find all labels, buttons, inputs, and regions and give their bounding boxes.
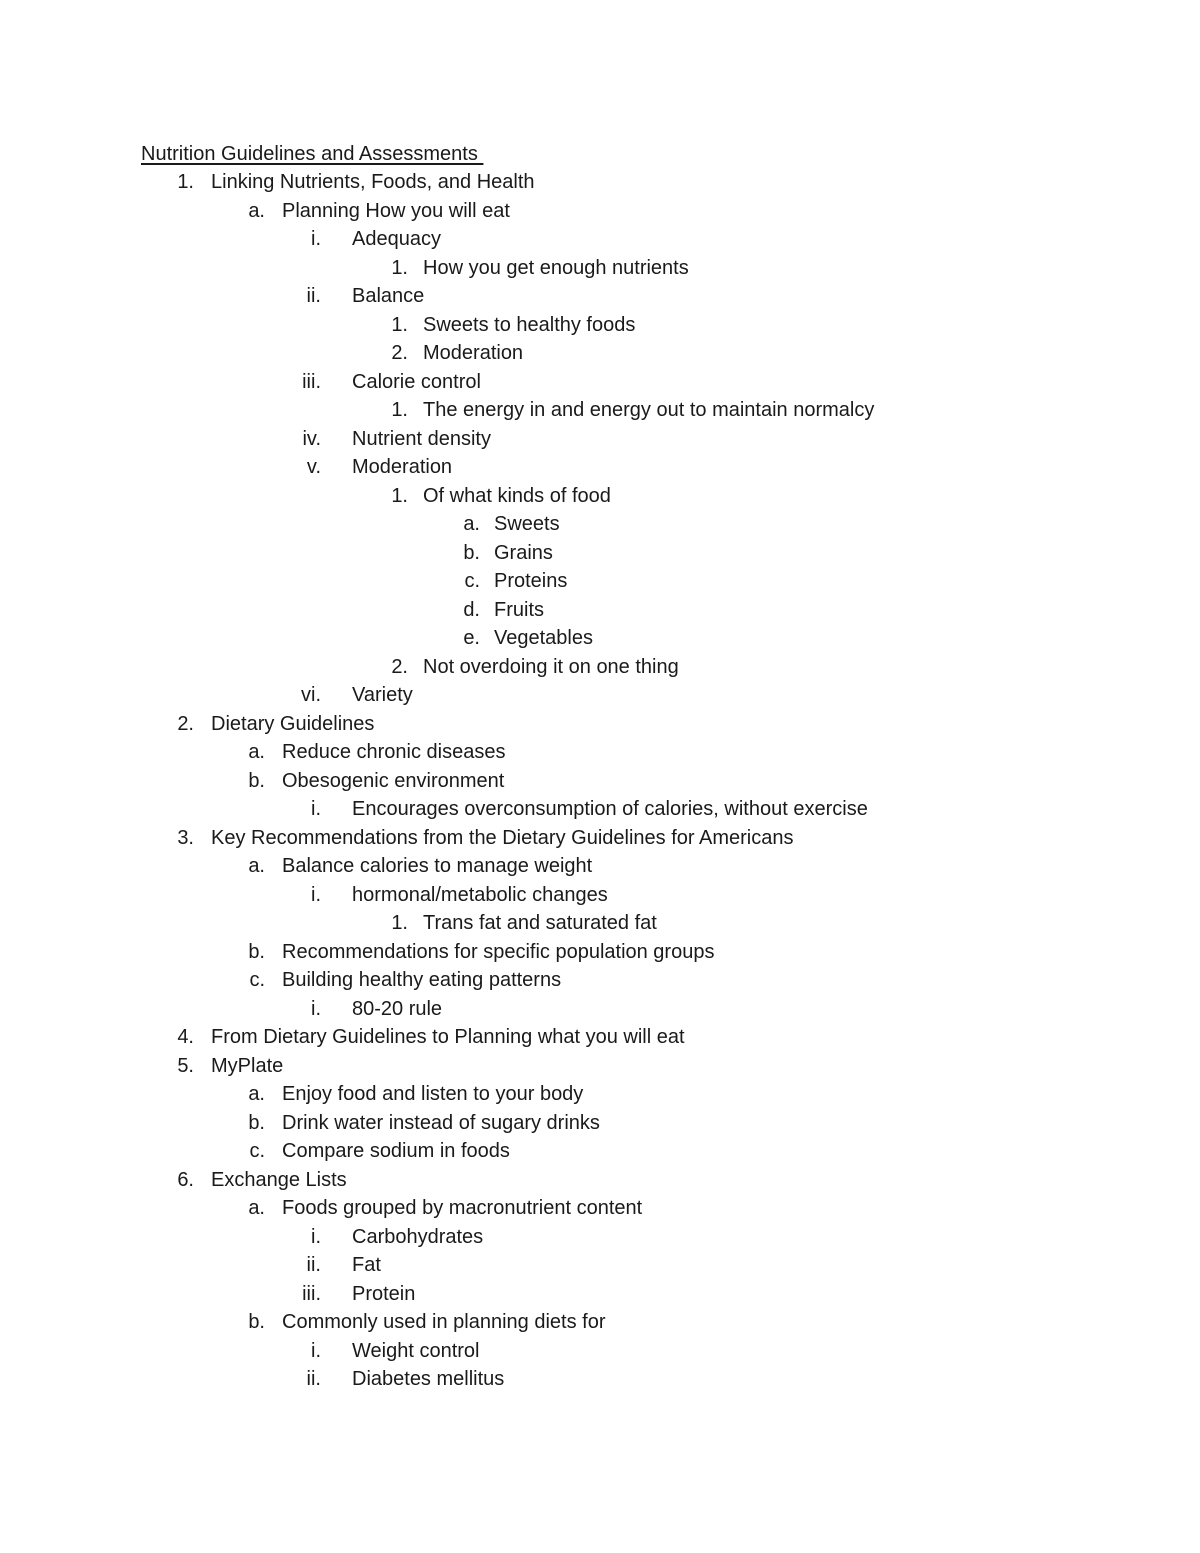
outline-item-marker: i.	[311, 1339, 321, 1362]
outline-item-text: Adequacy	[352, 228, 441, 250]
outline-item-marker: b.	[248, 769, 265, 792]
outline-item-text: Balance calories to manage weight	[282, 855, 593, 877]
outline-item	[0, 681, 1200, 710]
outline-item-text: Drink water instead of sugary drinks	[282, 1111, 600, 1134]
outline-item-marker: 1.	[177, 171, 194, 193]
outline-item-marker: i.	[311, 997, 321, 1020]
outline-item	[0, 482, 1200, 511]
outline-item	[0, 1023, 1200, 1052]
outline-item	[0, 909, 1200, 938]
outline-item-text: hormonal/metabolic changes	[352, 883, 608, 906]
outline-item-text: Moderation	[423, 342, 524, 364]
outline-item-text: Calorie control	[352, 370, 481, 393]
outline-item-marker: 1.	[391, 313, 408, 336]
outline-item-marker: b.	[463, 541, 480, 564]
outline-item	[0, 282, 1200, 311]
outline-item-text: Key Recommendations from the Dietary Guidelines for Americans	[211, 826, 794, 849]
outline-item	[0, 938, 1200, 967]
outline-item-marker: iv.	[302, 427, 321, 450]
outline-item-marker: i.	[311, 883, 321, 906]
outline-item	[0, 1251, 1200, 1280]
outline-item-marker: 1.	[391, 484, 408, 507]
outline-item	[0, 539, 1200, 568]
outline-item-text: Building healthy eating patterns	[282, 969, 562, 991]
outline-item	[0, 1337, 1200, 1366]
outline-item-text: Vegetables	[494, 627, 593, 649]
outline-item-text: Fruits	[494, 598, 544, 621]
outline-item	[0, 852, 1200, 881]
outline-item	[0, 197, 1200, 226]
outline-item	[0, 225, 1200, 254]
outline-item-marker: c.	[249, 969, 265, 991]
outline-item-text: Exchange Lists	[211, 1168, 347, 1191]
outline-item-marker: i.	[311, 798, 321, 820]
outline-item-marker: iii.	[302, 1282, 321, 1305]
outline-item-text: Not overdoing it on one thing	[423, 655, 679, 678]
outline-item	[0, 995, 1200, 1024]
outline-item-text: Grains	[494, 541, 553, 564]
outline-item-marker: ii.	[306, 1254, 321, 1276]
outline-item-text: Moderation	[352, 456, 453, 478]
outline-item	[0, 567, 1200, 596]
outline-item	[0, 396, 1200, 425]
outline-item	[0, 1080, 1200, 1109]
outline-item	[0, 368, 1200, 397]
outline-item-marker: i.	[311, 1225, 321, 1248]
outline-item-marker: d.	[463, 598, 480, 621]
outline-item-text: 80-20 rule	[352, 997, 443, 1020]
outline-item-marker: 5.	[177, 1054, 194, 1077]
outline-item-marker: 2.	[391, 342, 408, 364]
outline-item-text: Weight control	[352, 1339, 480, 1362]
outline-item	[0, 624, 1200, 653]
outline-item	[0, 966, 1200, 995]
outline-item-marker: a.	[248, 855, 265, 877]
outline-item-marker: ii.	[306, 285, 321, 307]
outline-item	[0, 510, 1200, 539]
outline-item-text: Of what kinds of food	[423, 484, 611, 507]
outline-item	[0, 1109, 1200, 1138]
outline-item-text: Fat	[352, 1254, 381, 1276]
outline-item-text: Trans fat and saturated fat	[423, 912, 657, 934]
outline-item-marker: iii.	[302, 370, 321, 393]
outline-item-text: Linking Nutrients, Foods, and Health	[211, 171, 535, 193]
outline-item-marker: vi.	[301, 684, 321, 706]
outline-item-marker: v.	[306, 456, 321, 478]
outline-item	[0, 824, 1200, 853]
document-title: Nutrition Guidelines and Assessments	[141, 143, 484, 165]
outline-item-marker: i.	[311, 228, 321, 250]
outline-item-marker: 1.	[391, 399, 408, 421]
outline-item	[0, 1052, 1200, 1081]
outline-item-marker: a.	[248, 199, 265, 222]
outline-item-text: MyPlate	[211, 1054, 284, 1077]
outline-item-text: Balance	[352, 285, 425, 307]
outline-item	[0, 1137, 1200, 1166]
outline-item-text: Commonly used in planning diets for	[282, 1311, 606, 1333]
outline-item-text: Sweets to healthy foods	[423, 313, 636, 336]
outline-item-marker: c.	[464, 570, 480, 592]
outline-item-marker: b.	[248, 1111, 265, 1134]
outline-item	[0, 1280, 1200, 1309]
outline-item-text: Variety	[352, 684, 413, 706]
outline-item-marker: a.	[248, 1083, 265, 1105]
outline-item	[0, 254, 1200, 283]
outline-item-marker: a.	[248, 1197, 265, 1219]
outline-item-text: Recommendations for specific population groups	[282, 940, 715, 963]
outline-item-marker: 1.	[391, 256, 408, 279]
outline-item-text: Planning How you will eat	[282, 199, 510, 222]
outline-item	[0, 1308, 1200, 1337]
outline-item	[0, 453, 1200, 482]
outline-item-marker: b.	[248, 1311, 265, 1333]
outline-item-marker: ii.	[306, 1368, 321, 1390]
outline-item-text: Sweets	[494, 513, 560, 535]
outline-item-text: Diabetes mellitus	[352, 1368, 505, 1390]
outline-item-text: Obesogenic environment	[282, 769, 505, 792]
outline-item-text: Compare sodium in foods	[282, 1140, 510, 1162]
outline-item	[0, 653, 1200, 682]
outline-item	[0, 710, 1200, 739]
outline-item-text: Dietary Guidelines	[211, 712, 375, 735]
outline-item	[0, 767, 1200, 796]
outline-item-text: Protein	[352, 1282, 416, 1305]
outline-item	[0, 738, 1200, 767]
outline-item-marker: 3.	[177, 826, 194, 849]
outline-item-text: Carbohydrates	[352, 1225, 484, 1248]
outline-item	[0, 795, 1200, 824]
outline-item	[0, 1194, 1200, 1223]
outline-item	[0, 596, 1200, 625]
outline-item	[0, 1166, 1200, 1195]
outline-item-text: The energy in and energy out to maintain normalcy	[423, 399, 875, 421]
outline-item	[0, 311, 1200, 340]
outline-item-marker: e.	[463, 627, 480, 649]
outline-item-marker: 4.	[177, 1026, 194, 1048]
outline-item-text: Encourages overconsumption of calories, without exercise	[352, 798, 868, 820]
outline-item	[0, 168, 1200, 197]
outline-list	[0, 168, 1200, 1394]
outline-item-text: How you get enough nutrients	[423, 256, 689, 279]
outline-item	[0, 425, 1200, 454]
outline-item-text: Reduce chronic diseases	[282, 741, 506, 763]
outline-item-marker: a.	[463, 513, 480, 535]
outline-item	[0, 1365, 1200, 1394]
outline-item-marker: a.	[248, 741, 265, 763]
outline-item-text: Nutrient density	[352, 427, 491, 450]
outline-item-text: Enjoy food and listen to your body	[282, 1083, 584, 1105]
outline-item-text: From Dietary Guidelines to Planning what you will eat	[211, 1026, 685, 1048]
outline-item-marker: b.	[248, 940, 265, 963]
outline-item-marker: c.	[249, 1140, 265, 1162]
outline-item-marker: 1.	[391, 912, 408, 934]
outline-item	[0, 881, 1200, 910]
outline-item-marker: 6.	[177, 1168, 194, 1191]
outline-item	[0, 1223, 1200, 1252]
outline-item-marker: 2.	[177, 712, 194, 735]
outline-item-marker: 2.	[391, 655, 408, 678]
outline-item-text: Foods grouped by macronutrient content	[282, 1197, 643, 1219]
outline-item	[0, 339, 1200, 368]
outline-item-text: Proteins	[494, 570, 568, 592]
